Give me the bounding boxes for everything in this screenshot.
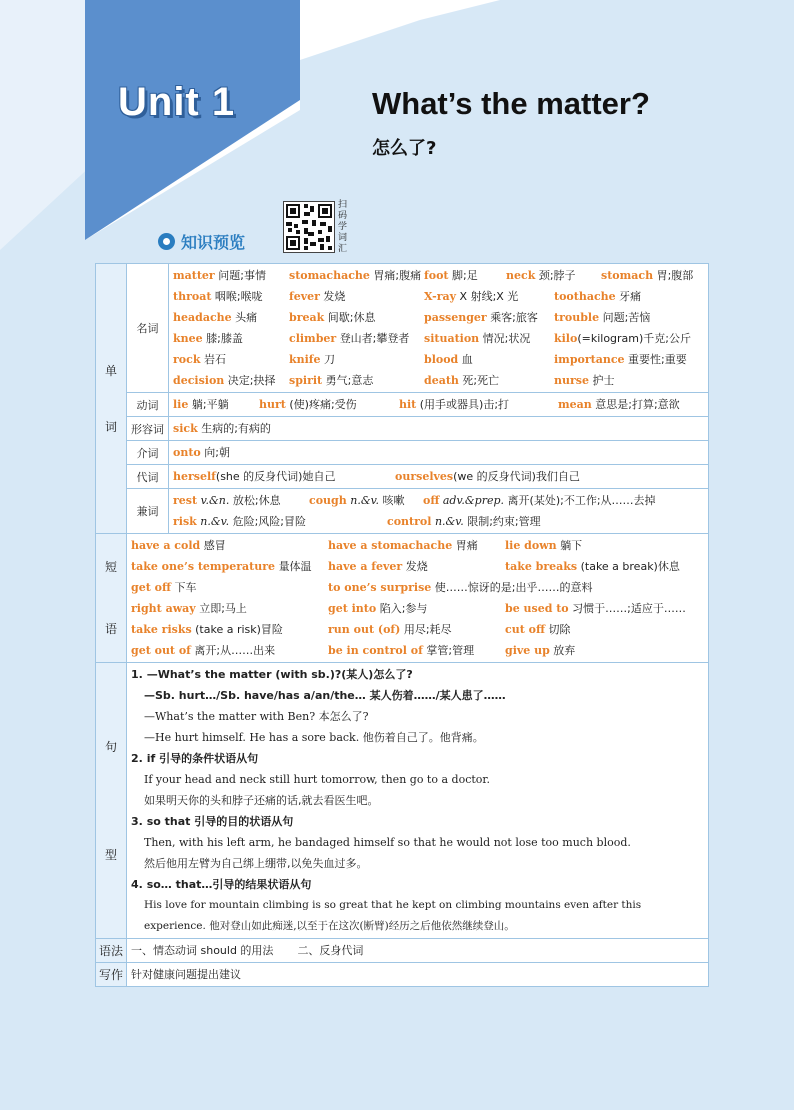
pos-pron: 代词 [127,465,169,489]
row-multi [96,489,709,534]
noun-list [169,264,709,393]
sentence-head: 1. —What’s the matter (with sb.)?(某人)怎么了? [131,668,413,681]
prep-list: onto 向;朝 [169,441,709,465]
sentence-example: If your head and neck still hurt tomorrow, then go to a doctor. [144,773,490,786]
row-phrases [96,534,709,663]
noun-row: knee 膝;膝盖 climber 登山者;攀登者 situation 情况;状况 kilo(=kilogram)千克;公斤 [173,332,692,345]
category-sentences: 句 型 [96,663,127,939]
sentence-example: 如果明天你的头和脖子还痛的话,就去看医生吧。 [144,794,379,807]
section-heading [158,230,245,253]
grammar-label: 语法 [96,939,127,963]
multi-list: rest v.&n. 放松;休息 cough n.&v. 咳嗽 off adv.&prep. 离开(某处);不工作;从……去掉 risk n.&v. 危险;风险;冒险 control n.&v. 限制;约束;管理 [169,489,709,534]
noun-row: throat 咽喉;喉咙 fever 发烧 X-ray X 射线;X 光 toothache 牙痛 [173,290,642,303]
adj-list: sick 生病的;有病的 [169,417,709,441]
row-writing [96,963,709,987]
sentence-example: experience. 他对登山如此痴迷,以至于在这次(断臂)经历之后他依然继续登山。 [144,920,515,932]
pos-prep: 介词 [127,441,169,465]
qr-caption: 扫码学词汇 [338,200,348,254]
page-title: What’s the matter? [372,86,650,121]
pos-multi: 兼词 [127,489,169,534]
sentence-example: Then, with his left arm, he bandaged himself so that he would not lose too much blood. [144,836,631,849]
row-adj [96,417,709,441]
pos-noun: 名词 [127,264,169,393]
sentence-list [127,663,709,939]
verb-list: lie 躺;平躺 hurt (使)疼痛;受伤 hit (用手或器具)击;打 mean 意思是;打算;意欲 [169,393,709,417]
page-subtitle: 怎么了? [372,138,437,159]
knowledge-table [95,263,709,987]
sentence-head: 2. if 引导的条件状语从句 [131,752,259,765]
category-words: 单 词 [96,264,127,534]
category-phrases: 短 语 [96,534,127,663]
pos-verb: 动词 [127,393,169,417]
noun-row: decision 决定;抉择 spirit 勇气;意志 death 死;死亡 nurse 护士 [173,374,615,387]
grammar-list: 一、情态动词 should 的用法 二、反身代词 [127,939,709,963]
sentence-example: His love for mountain climbing is so great that he kept on climbing mountains even after this [144,899,642,911]
sentence-head: 3. so that 引导的目的状语从句 [131,815,294,828]
sentence-example: —He hurt himself. He has a sore back. 他伤着自己了。他背痛。 [144,731,484,744]
pos-adj: 形容词 [127,417,169,441]
sentence-sub: —Sb. hurt…/Sb. have/has a/an/the… 某人伤着……/某人患了…… [144,689,506,702]
phrase-list: have a cold 感冒 have a stomachache 胃痛 lie down 躺下 take one’s temperature 量体温 have a fever 发烧 take breaks (take a break)休息 get off 下车 to one’s surprise 使……惊讶的是;出乎……的意料 right away 立即;马上 get into 陷入;参与 be used to 习惯于……;适应于…… take risks (take a risk)冒险 run out (of) 用尽;耗尽 cut off 切除 get out of 离开;从……出来 be in control of 掌管;管理 give up 放弃 [127,534,709,663]
qr-code-icon[interactable] [283,201,335,253]
noun-row: matter 问题;事情 stomachache 胃痛;腹痛 foot 脚;足 neck 颈;脖子 stomach 胃;腹部 [173,269,694,282]
unit-label: Unit 1 [118,80,236,124]
location-pin-icon [158,233,175,250]
row-grammar [96,939,709,963]
section-title: 知识预览 [181,233,246,252]
row-pron [96,465,709,489]
row-prep [96,441,709,465]
row-sentences [96,663,709,939]
noun-row: headache 头痛 break 间歇;休息 passenger 乘客;旅客 trouble 问题;苦恼 [173,311,651,324]
writing-text: 针对健康问题提出建议 [127,963,709,987]
sentence-example: 然后他用左臂为自己绑上绷带,以免失血过多。 [144,857,368,870]
sentence-head: 4. so… that…引导的结果状语从句 [131,878,312,891]
sentence-example: —What’s the matter with Ben? 本怎么了? [144,710,369,723]
row-verb [96,393,709,417]
pron-list: herself(she 的反身代词)她自己 ourselves(we 的反身代词)我们自己 [169,465,709,489]
noun-row: rock 岩石 knife 刀 blood 血 importance 重要性;重要 [173,353,687,366]
row-noun [96,264,709,393]
writing-label: 写作 [96,963,127,987]
